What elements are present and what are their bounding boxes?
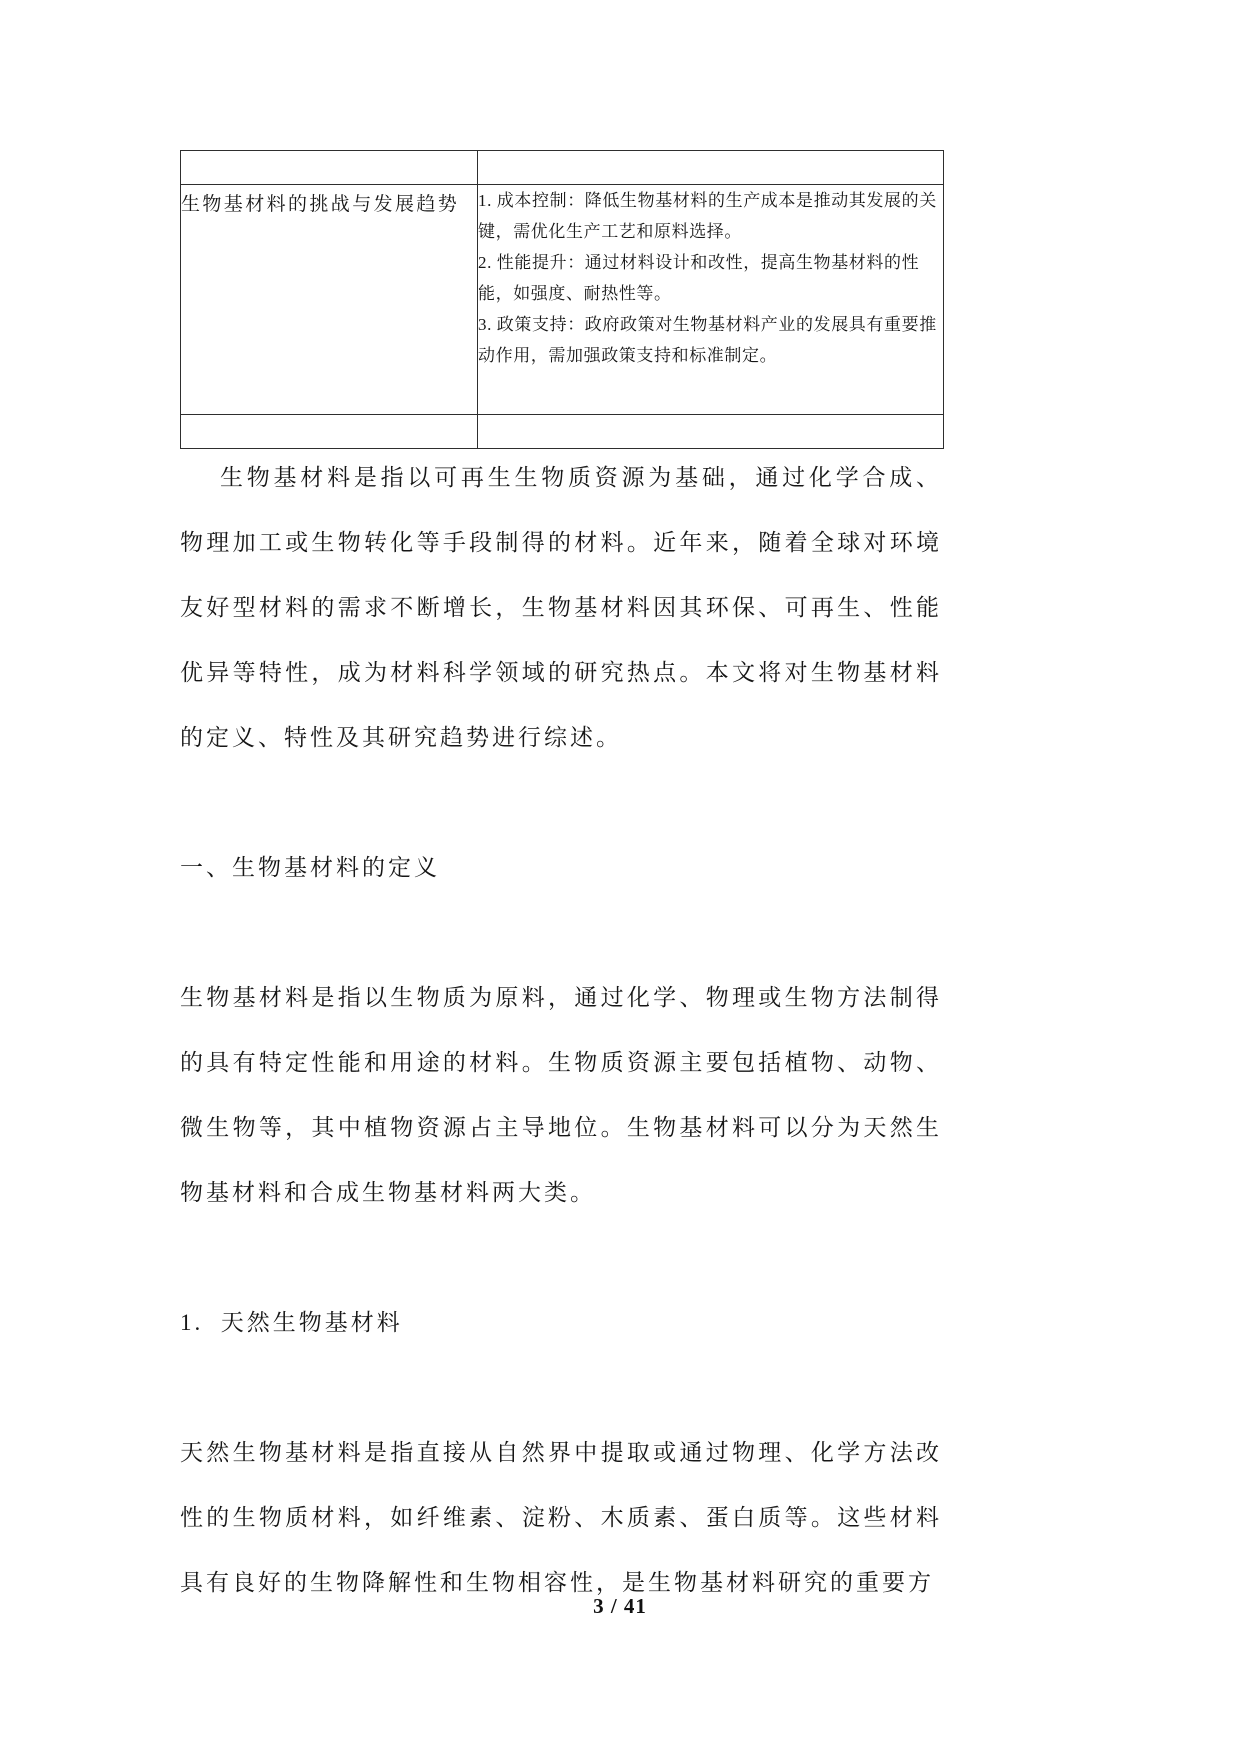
table-cell-topic: 生物基材料的挑战与发展趋势 xyxy=(181,185,478,415)
paragraph-definition: 生物基材料是指以生物质为原料，通过化学、物理或生物方法制得的具有特定性能和用途的材料。生物质资源主要包括植物、动物、微生物等，其中植物资源占主导地位。生物基材料可以分为天然生物基材料和合成生物基材料两大类。 xyxy=(180,985,942,1205)
paragraph-natural-materials: 天然生物基材料是指直接从自然界中提取或通过物理、化学方法改性的生物质材料，如纤维素、淀粉、木质素、蛋白质等。这些材料具有良好的生物降解性和生物相容性，是生物基材料研究的重要方 xyxy=(180,1440,942,1595)
paragraph-intro: 生物基材料是指以可再生生物质资源为基础，通过化学合成、物理加工或生物转化等手段制得的材料。近年来，随着全球对环境友好型材料的需求不断增长，生物基材料因其环保、可再生、性能优异等特性，成为材料科学领域的研究热点。本文将对生物基材料的定义、特性及其研究趋势进行综述。 xyxy=(180,465,942,750)
empty-cell xyxy=(478,415,944,449)
empty-cell xyxy=(181,151,478,185)
empty-cell xyxy=(478,151,944,185)
table-list-item: 2. 性能提升：通过材料设计和改性，提高生物基材料的性能，如强度、耐热性等。 xyxy=(478,253,920,303)
subsection-heading-natural: 1. 天然生物基材料 xyxy=(180,1310,403,1335)
table-list-item: 1. 成本控制：降低生物基材料的生产成本是推动其发展的关键，需优化生产工艺和原料选择。 xyxy=(478,191,937,241)
page-number: 3 / 41 xyxy=(593,1594,647,1618)
table-row xyxy=(181,185,944,415)
section-heading-definition: 一、生物基材料的定义 xyxy=(180,855,440,880)
table-row-empty-top xyxy=(181,151,944,185)
table-cell-details xyxy=(478,185,944,415)
empty-cell xyxy=(181,415,478,449)
summary-table xyxy=(180,150,944,449)
document-body xyxy=(180,445,942,1680)
table-list-item: 3. 政策支持：政府政策对生物基材料产业的发展具有重要推动作用，需加强政策支持和标准制定。 xyxy=(478,315,937,365)
table-row-empty-bottom xyxy=(181,415,944,449)
